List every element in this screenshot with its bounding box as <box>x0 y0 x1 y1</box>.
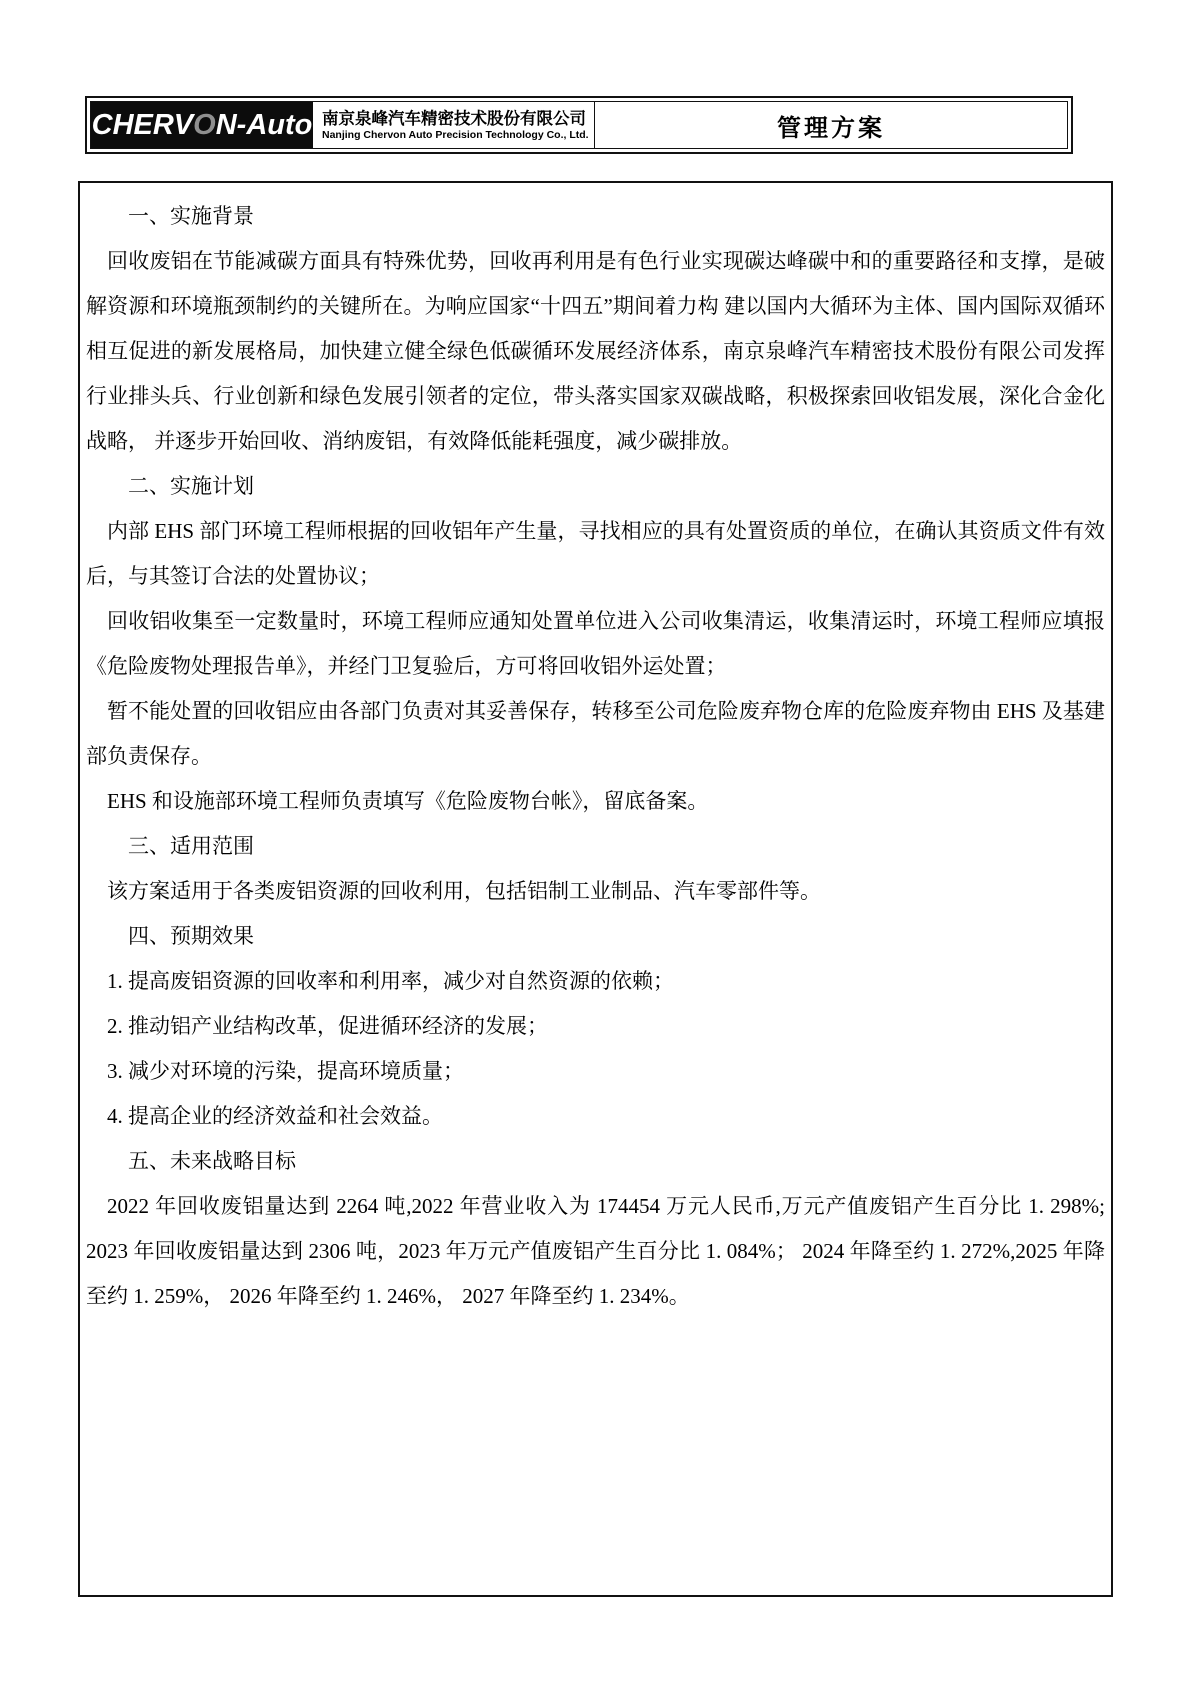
company-name-chinese: 南京泉峰汽车精密技术股份有限公司 <box>322 109 586 128</box>
heading-future-strategic-goals: 五、未来战略目标 <box>128 1149 296 1173</box>
heading-implementation-plan: 二、实施计划 <box>128 474 254 498</box>
document-title-cell <box>595 102 1067 148</box>
heading-expected-results: 四、预期效果 <box>128 924 254 948</box>
document-header <box>85 96 1073 154</box>
header-table <box>90 101 1068 149</box>
paragraph-strategic-goals: 2022 年回收废铝量达到 2264 吨,2022 年营业收入为 174454 万元人民币,万元产值废铝产生百分比 1. 298%; 2023 年回收废铝量达到 2306 吨，2023 年万元产值废铝产生百分比 1. 084%； 2024 年降至约 1. 272%,2025 年降至约 1. 259%， 2026 年降至约 1. 246%， 2027 年降至约 1. 234%。 <box>86 1194 1105 1308</box>
paragraph-scope: 该方案适用于各类废铝资源的回收利用，包括铝制工业制品、汽车零部件等。 <box>107 879 821 903</box>
paragraph-plan-storage: 暂不能处置的回收铝应由各部门负责对其妥善保存，转移至公司危险废弃物仓库的危险废弃物由 EHS 及基建部负责保存。 <box>86 699 1105 768</box>
document-body-frame <box>78 181 1113 1597</box>
paragraph-plan-collection: 回收铝收集至一定数量时，环境工程师应通知处置单位进入公司收集清运，收集清运时，环境工程师应填报《危险废物处理报告单》，并经门卫复验后，方可将回收铝外运处置； <box>86 609 1105 678</box>
heading-implementation-background: 一、实施背景 <box>128 204 254 228</box>
logo-o-ring: O <box>193 108 216 141</box>
paragraph-plan-ledger: EHS 和设施部环境工程师负责填写《危险废物台帐》，留底备案。 <box>107 789 709 813</box>
company-name-cell <box>313 102 595 148</box>
logo-text-pre: CHERV <box>91 108 194 141</box>
company-name-english: Nanjing Chervon Auto Precision Technology Co., Ltd. <box>322 128 589 141</box>
heading-scope: 三、适用范围 <box>128 834 254 858</box>
logo-text <box>92 109 313 142</box>
paragraph-plan-ehs-engineer: 内部 EHS 部门环境工程师根据的回收铝年产生量，寻找相应的具有处置资质的单位，在确认其资质文件有效后，与其签订合法的处置协议； <box>86 519 1105 588</box>
paragraph-background: 回收废铝在节能减碳方面具有特殊优势，回收再利用是有色行业实现碳达峰碳中和的重要路径和支撑，是破解资源和环境瓶颈制约的关键所在。为响应国家“十四五”期间着力构 建以国内大循环为主体、国内国际双循环相互促进的新发展格局，加快建立健全绿色低碳循环发展经济体系，南京泉峰汽车精密技术股份有限公司发挥行业排头兵、行业创新和绿色发展引领者的定位，带头落实国家双碳战略，积极探索回收铝发展，深化合金化战略， 并逐步开始回收、消纳废铝，有效降低能耗强度，减少碳排放。 <box>86 249 1105 453</box>
list-item-result-1: 1. 提高废铝资源的回收率和利用率，减少对自然资源的依赖； <box>107 969 674 993</box>
list-item-result-3: 3. 减少对环境的污染，提高环境质量； <box>107 1059 464 1083</box>
chervon-auto-logo <box>91 102 313 148</box>
logo-text-post: N-Auto <box>215 108 313 141</box>
document-title: 管理方案 <box>777 114 885 142</box>
list-item-result-4: 4. 提高企业的经济效益和社会效益。 <box>107 1104 443 1128</box>
list-item-result-2: 2. 推动铝产业结构改革，促进循环经济的发展； <box>107 1014 548 1038</box>
document-content <box>80 183 1111 1319</box>
